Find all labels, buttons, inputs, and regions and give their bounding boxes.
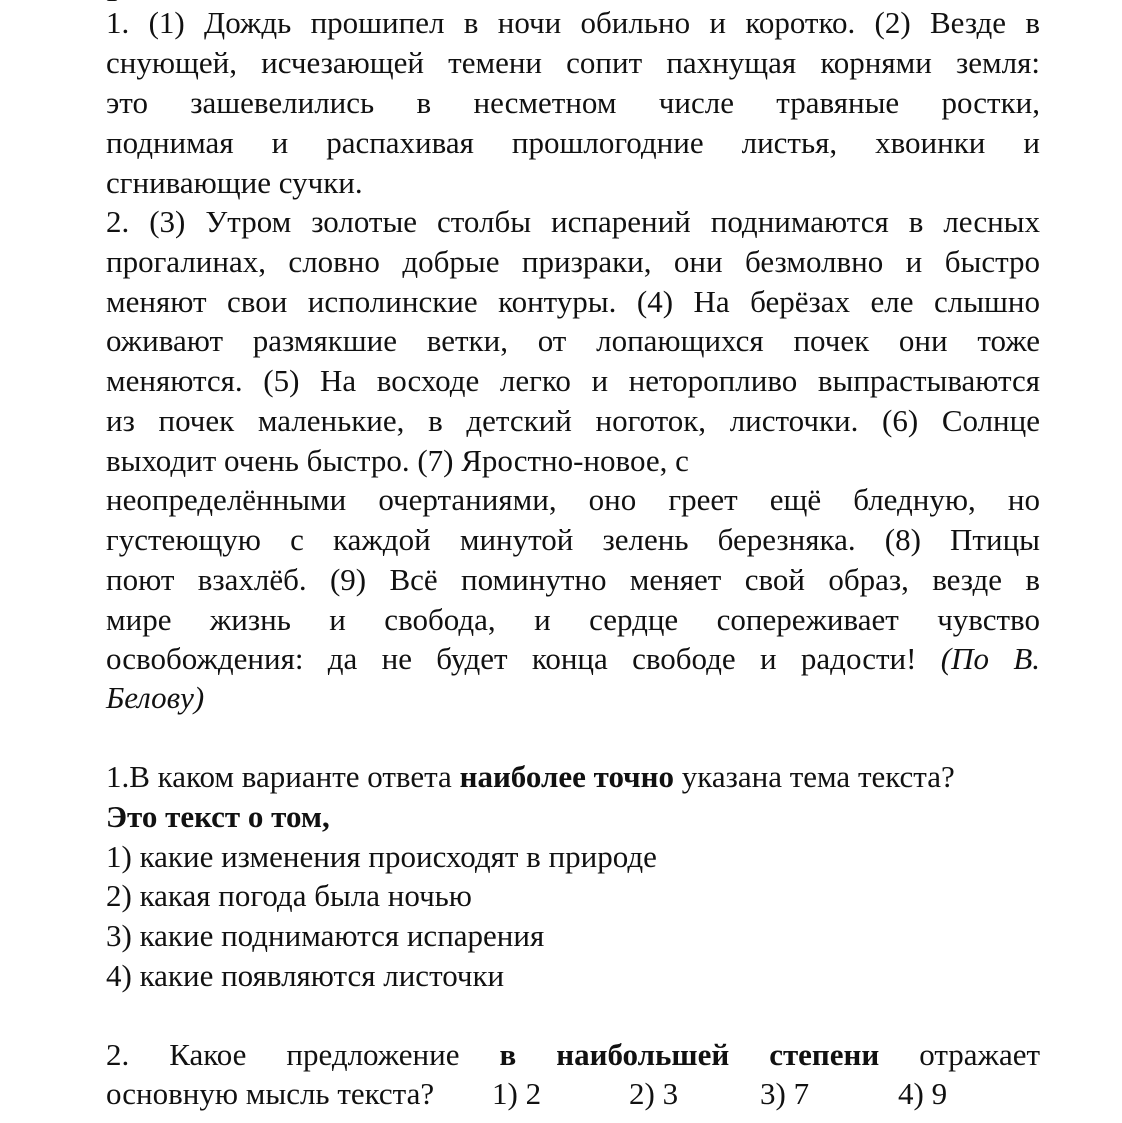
passage-line: сгнивающие сучки.: [106, 165, 363, 200]
passage-line: 1. (1) Дождь прошипел в ночи обильно и коротко. (2) Везде в: [106, 5, 1040, 40]
passage-line: поднимая и распахивая прошлогодние листья, хвоинки и: [106, 125, 1040, 160]
attribution-end: Белову): [106, 680, 205, 715]
answer-option-3[interactable]: 3) какие поднимаются испарения: [106, 918, 545, 953]
passage-line: оживают размякшие ветки, от лопающихся почек они тоже: [106, 323, 1040, 358]
question-2-emphasis: в: [499, 1037, 517, 1072]
question-2-text: 2. Какое предложение в наибольшей степени отражает: [106, 1037, 1041, 1072]
question-2-line2: [106, 1074, 1040, 1114]
passage-line: 2. (3) Утром золотые столбы испарений поднимаются в лесных: [106, 204, 1040, 239]
passage-line-text: освобождения: да не будет конца свободе и радости!: [106, 641, 917, 676]
passage-line: это зашевелились в несметном числе травяные ростки,: [106, 85, 1040, 120]
passage-line: неопределёнными очертаниями, оно греет ещё бледную, но: [106, 482, 1040, 517]
answer-option-1[interactable]: 1) какие изменения происходят в природе: [106, 839, 657, 874]
q2-option-3[interactable]: 3) 7: [760, 1076, 810, 1111]
question-1-lead: Это текст о том,: [106, 799, 330, 834]
q2-option-4[interactable]: 4) 9: [898, 1076, 948, 1111]
question-2-emphasis: степени: [769, 1037, 880, 1072]
question-2-emphasis: наибольшей: [556, 1037, 730, 1072]
passage-line: меняются. (5) На восходе легко и неторопливо выпрастываются: [106, 363, 1040, 398]
answer-option-4[interactable]: 4) какие появляются листочки: [106, 958, 505, 993]
question-2-continuation: основную мысль текста?: [106, 1076, 435, 1111]
passage-line: густеющую с каждой минутой зелень березняка. (8) Птицы: [106, 522, 1040, 557]
passage-line: снующей, исчезающей темени сопит пахнущая корнями земля:: [106, 45, 1040, 80]
passage-line: поют взахлёб. (9) Всё поминутно меняет свой образ, везде в: [106, 562, 1040, 597]
cropped-text-fragment: [106, 0, 118, 1]
q2-option-1[interactable]: 1) 2: [492, 1076, 542, 1111]
question-1-text: 1.В каком варианте ответа наиболее точно указана тема текста?: [106, 759, 955, 794]
q2-option-2[interactable]: 2) 3: [629, 1076, 679, 1111]
passage-line: мире жизнь и свобода, и сердце сопереживает чувство: [106, 602, 1040, 637]
passage-line: меняют свои исполинские контуры. (4) На берёзах еле слышно: [106, 284, 1040, 319]
passage-line: из почек маленькие, в детский ноготок, листочки. (6) Солнце: [106, 403, 1040, 438]
attribution-start: (По В.: [940, 641, 1040, 676]
passage-line: выходит очень быстро. (7) Яростно-новое, с: [106, 443, 689, 478]
passage-line: прогалинах, словно добрые призраки, они безмолвно и быстро: [106, 244, 1040, 279]
answer-option-2[interactable]: 2) какая погода была ночью: [106, 878, 472, 913]
question-1-emphasis: наиболее точно: [459, 759, 675, 794]
passage-line-with-attribution: [106, 639, 1040, 679]
